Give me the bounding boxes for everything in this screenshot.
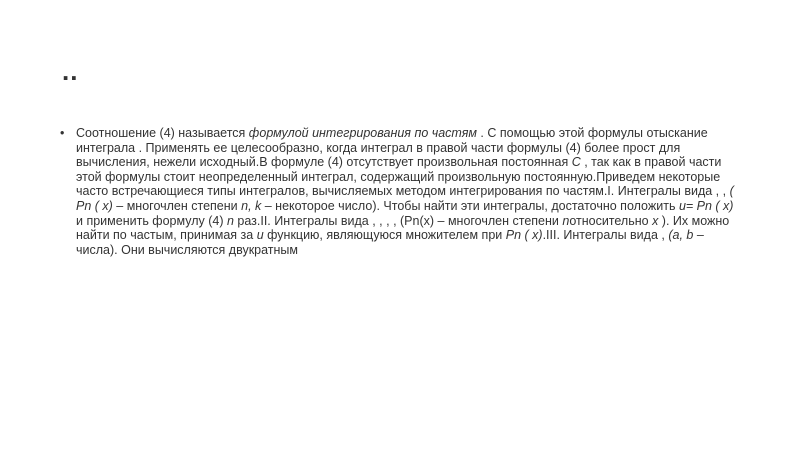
bullet-list (60, 126, 740, 257)
text-segment: Соотношение (4) называется (76, 126, 249, 140)
text-segment: и применить формулу (4) (76, 213, 227, 228)
bullet-text (76, 126, 734, 257)
italic-text-segment: u (256, 228, 264, 243)
italic-text-segment: u= Pn ( x) (678, 198, 734, 213)
bullet-item (60, 126, 740, 257)
italic-text-segment: n (562, 213, 570, 228)
italic-text-segment: Pn ( x) (505, 228, 543, 243)
text-segment: – многочлен степени (112, 198, 242, 213)
slide-title: .. (62, 56, 79, 86)
text-segment: .III. Интегралы вида , (542, 228, 669, 243)
bullet-mark: • (60, 126, 65, 140)
text-segment: относительно (569, 213, 653, 228)
italic-text-segment: формулой интегрирования по частям (248, 126, 477, 140)
italic-text-segment: С (571, 155, 581, 170)
italic-text-segment: n, k (241, 198, 262, 213)
italic-text-segment: (a, b (668, 228, 694, 243)
text-segment: – числа). Они вычисляются двукратным (76, 228, 704, 257)
italic-text-segment: n (226, 213, 234, 228)
italic-text-segment: ( Pn ( x) (76, 184, 734, 213)
italic-text-segment: x (652, 213, 659, 228)
text-segment: функцию, являющуюся множителем при (263, 228, 506, 243)
text-segment: – некоторое число). Чтобы найти эти интегралы, достаточно положить (261, 198, 679, 213)
text-segment: . С помощью этой формулы отыскание интеграла . Применять ее целесообразно, когда интеграл в правой части формулы (4) более прост для вычисления, нежели исходный.В формуле (4) отсутствует произвольная постоянная (76, 126, 708, 170)
text-segment: раз.II. Интегралы вида , , , , (Pn(x) – многочлен степени (233, 213, 563, 228)
text-segment: ). Их можно найти по частым, принимая за (76, 213, 730, 243)
text-segment: , так как в правой части этой формулы стоит неопределенный интеграл, содержащий произвольную постоянную.Приведем некоторые часто встречающиеся типы интегралов, вычисляемых методом интегрирования по частям.I. Интегралы вида , , (76, 155, 730, 199)
